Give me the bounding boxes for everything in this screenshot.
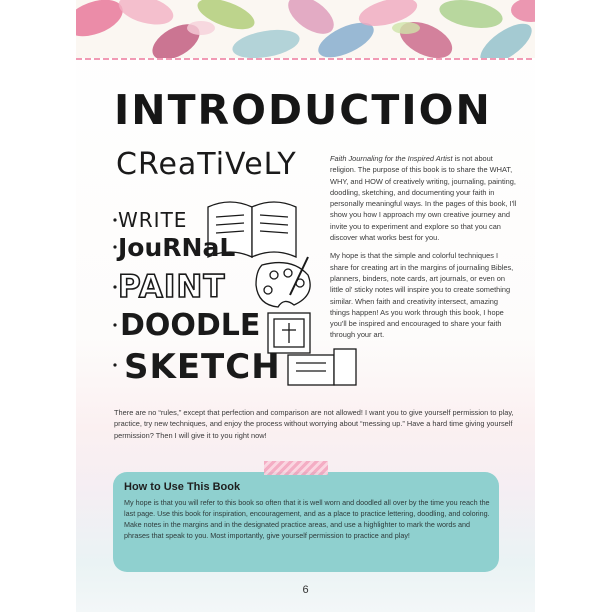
intro-paragraph-3: There are no “rules,” except that perfection and comparison are not allowed! I want you to give yourself permission to play, practice, try new techniques, and enjoy the process without worrying about “messing up.” Have a hard time giving yourself permission? Then I will give it to you right now!: [114, 408, 514, 440]
box-body-text: My hope is that you will refer to this book so often that it is well worn and doodled all over by the time you reach the last page. Use this book for inspiration, encouragement, and as a place to practice lettering, doodling, and coloring. Make notes in the margins and in the designated practice areas, and use a highlighter to mark the words and phrases that speak to you. Most importantly, give yourself permission to practice and play!: [124, 498, 490, 540]
page-number: 6: [302, 584, 309, 596]
intro-paragraph-1-text: is not about religion. The purpose of this book is to share the WHAT, WHY, and HOW of creatively writing, journaling, painting, doodling, sketching, and documenting your faith in personally meaningful ways. In the pages of this book, I'll show you how I approach my own creative journey and invite you to experiment and explore so that you can discover what works best for you.: [330, 154, 517, 243]
art-word-paint: PAINT: [118, 269, 226, 305]
watercolor-banner: [76, 0, 535, 60]
page-title: INTRODUCTION: [114, 86, 492, 134]
how-to-use-box: [113, 472, 499, 572]
book-page: [76, 0, 535, 612]
bullet-dots: [113, 218, 116, 366]
art-word-doodle: DOODLE: [120, 308, 261, 343]
art-word-sketch: SKETCH: [124, 347, 281, 387]
box-title: How to Use This Book: [124, 481, 241, 493]
art-word-journal: JouRNaL: [118, 233, 236, 262]
hand-lettering-illustration: [112, 145, 362, 395]
paint-palette-doodle: [256, 257, 310, 307]
washi-tape-decoration: [264, 461, 328, 475]
art-word-write: WRITE: [118, 208, 188, 232]
intro-paragraph-2: My hope is that the simple and colorful techniques I share for creating art in the margins of journaling Bibles, planners, binders, note cards, art journals, or even on little ol' sticky notes will inspire you to create something similar. When faith and creativity intersect, amazing things happen! As you work through this book, I hope you'll be inspired and encouraged to share your faith through your art.: [330, 251, 514, 340]
intro-column-text: [330, 153, 518, 348]
bible-stack-doodle: [288, 349, 356, 385]
banner-dashed-border: [76, 58, 535, 60]
art-word-creatively: CReaTiVeLY: [116, 147, 297, 182]
book-title-italic: Faith Journaling for the Inspired Artist: [330, 154, 453, 163]
watercolor-leaves-illustration: [76, 0, 535, 60]
intro-paragraph-1: [330, 153, 518, 243]
